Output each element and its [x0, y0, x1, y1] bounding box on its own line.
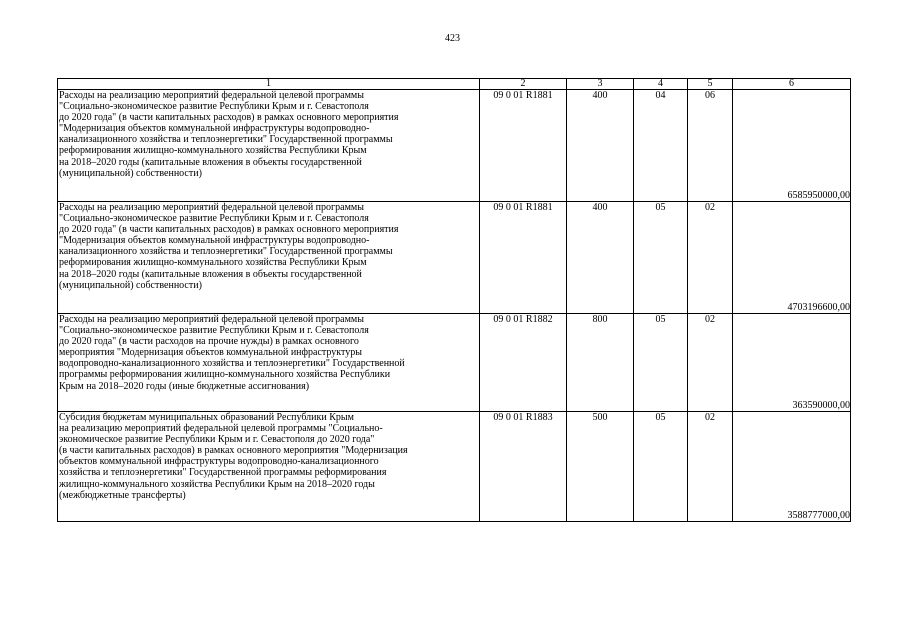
row-expense-type: 800 [567, 314, 634, 412]
row-target-article: 09 0 01 R1881 [480, 90, 567, 202]
table-row [58, 202, 851, 314]
row-description: Субсидия бюджетам муниципальных образований Республики Крым на реализацию мероприятий федеральной целевой программы "Социально- экономическое развитие Республики Крым и г. Севастополя до 2020 года" (в части капитальных расходов) в рамках основного мероприятия "Модернизация объектов коммунальной инфраструктуры водопроводно-канализационного хозяйства и теплоэнергетики" Государственной программы реформирования жилищно-коммунального хозяйства Республики Крым на 2018–2020 годы (межбюджетные трансферты) [58, 412, 480, 522]
row-description: Расходы на реализацию мероприятий федеральной целевой программы "Социально-экономическое развитие Республики Крым и г. Севастополя до 2020 года" (в части капитальных расходов) в рамках основного мероприятия "Модернизация объектов коммунальной инфраструктуры водопроводно- канализационного хозяйства и теплоэнергетики" Государственной программы реформирования жилищно-коммунального хозяйства Республики Крым на 2018–2020 годы (капитальные вложения в объекты государственной (муниципальной) собственности) [58, 202, 480, 314]
row-expense-type: 400 [567, 202, 634, 314]
table-row [58, 90, 851, 202]
column-header-6: 6 [733, 79, 851, 90]
column-header-3: 3 [567, 79, 634, 90]
row-amount: 6585950000,00 [733, 90, 851, 202]
row-expense-type: 400 [567, 90, 634, 202]
row-expense-type: 500 [567, 412, 634, 522]
row-section: 05 [634, 412, 688, 522]
budget-table [57, 78, 851, 522]
column-header-2: 2 [480, 79, 567, 90]
row-subsection: 02 [688, 314, 733, 412]
row-section: 05 [634, 314, 688, 412]
row-subsection: 02 [688, 202, 733, 314]
table-header-row [58, 79, 851, 90]
row-section: 04 [634, 90, 688, 202]
row-target-article: 09 0 01 R1881 [480, 202, 567, 314]
row-amount: 363590000,00 [733, 314, 851, 412]
row-amount: 3588777000,00 [733, 412, 851, 522]
row-description: Расходы на реализацию мероприятий федеральной целевой программы "Социально-экономическое развитие Республики Крым и г. Севастополя до 2020 года" (в части расходов на прочие нужды) в рамках основного мероприятия "Модернизация объектов коммунальной инфраструктуры водопроводно-канализационного хозяйства и теплоэнергетики" Государственной программы реформирования жилищно-коммунального хозяйства Республики Крым на 2018–2020 годы (иные бюджетные ассигнования) [58, 314, 480, 412]
row-subsection: 02 [688, 412, 733, 522]
row-target-article: 09 0 01 R1883 [480, 412, 567, 522]
column-header-5: 5 [688, 79, 733, 90]
column-header-1: 1 [58, 79, 480, 90]
row-amount: 4703196600,00 [733, 202, 851, 314]
row-subsection: 06 [688, 90, 733, 202]
table-row [58, 412, 851, 522]
table-row [58, 314, 851, 412]
row-target-article: 09 0 01 R1882 [480, 314, 567, 412]
column-header-4: 4 [634, 79, 688, 90]
row-section: 05 [634, 202, 688, 314]
page-number: 423 [445, 33, 460, 44]
row-description: Расходы на реализацию мероприятий федеральной целевой программы "Социально-экономическое развитие Республики Крым и г. Севастополя до 2020 года" (в части капитальных расходов) в рамках основного мероприятия "Модернизация объектов коммунальной инфраструктуры водопроводно- канализационного хозяйства и теплоэнергетики" Государственной программы реформирования жилищно-коммунального хозяйства Республики Крым на 2018–2020 годы (капитальные вложения в объекты государственной (муниципальной) собственности) [58, 90, 480, 202]
